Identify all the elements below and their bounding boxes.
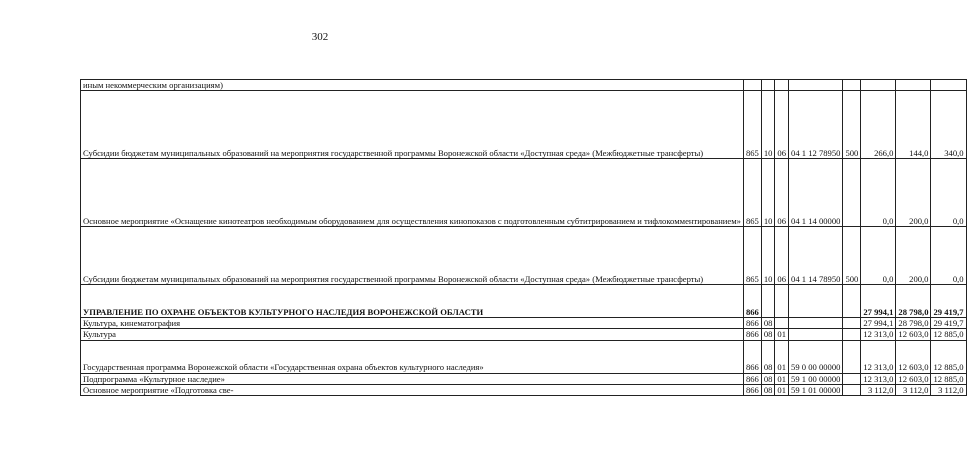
section-code: 10 (761, 91, 775, 159)
amount-year-3: 0,0 (931, 159, 966, 227)
table-row (81, 384, 967, 395)
amount-year-3: 0,0 (931, 227, 966, 285)
subsection-code: 01 (775, 329, 789, 340)
row-name: иным некоммерческим организациям) (81, 80, 744, 91)
amount-year-1: 27 994,1 (861, 285, 896, 318)
section-code: 08 (761, 340, 775, 373)
subsection-code (775, 318, 789, 329)
row-name: Основное мероприятие «Оснащение кинотеатров необходимым оборудованием для осуществления кинопоказов с подготовленным субтитрированием и тифлокомментированием» (81, 159, 744, 227)
expense-type-code (843, 318, 861, 329)
subsection-code: 01 (775, 384, 789, 395)
subsection-code (775, 285, 789, 318)
expense-type-code (843, 340, 861, 373)
amount-year-1: 0,0 (861, 159, 896, 227)
row-name: Субсидии бюджетам муниципальных образований на мероприятия государственной программы Воронежской области «Доступная среда» (Межбюджетные трансферты) (81, 227, 744, 285)
expense-type-code (843, 80, 861, 91)
target-item-code (789, 329, 843, 340)
section-code: 10 (761, 159, 775, 227)
ministry-code: 866 (743, 329, 761, 340)
amount-year-2: 200,0 (896, 159, 931, 227)
target-item-code (789, 80, 843, 91)
amount-year-1: 12 313,0 (861, 373, 896, 384)
expense-type-code: 500 (843, 91, 861, 159)
amount-year-2: 12 603,0 (896, 329, 931, 340)
section-code (761, 80, 775, 91)
amount-year-3: 12 885,0 (931, 373, 966, 384)
amount-year-3: 29 419,7 (931, 285, 966, 318)
target-item-code: 04 1 12 78950 (789, 91, 843, 159)
ministry-code: 865 (743, 227, 761, 285)
target-item-code: 59 0 00 00000 (789, 340, 843, 373)
ministry-code: 866 (743, 373, 761, 384)
subsection-code: 06 (775, 91, 789, 159)
row-name: Подпрограмма «Культурное наследие» (81, 373, 744, 384)
amount-year-2: 12 603,0 (896, 340, 931, 373)
budget-table (80, 79, 967, 396)
subsection-code: 01 (775, 373, 789, 384)
expense-type-code: 500 (843, 227, 861, 285)
ministry-code: 866 (743, 340, 761, 373)
amount-year-1 (861, 80, 896, 91)
ministry-code: 866 (743, 285, 761, 318)
ministry-code: 865 (743, 159, 761, 227)
amount-year-1: 12 313,0 (861, 329, 896, 340)
row-name: Субсидии бюджетам муниципальных образований на мероприятия государственной программы Воронежской области «Доступная среда» (Межбюджетные трансферты) (81, 91, 744, 159)
amount-year-2: 12 603,0 (896, 373, 931, 384)
expense-type-code (843, 159, 861, 227)
ministry-code (743, 80, 761, 91)
table-row (81, 80, 967, 91)
ministry-code: 866 (743, 318, 761, 329)
amount-year-3: 340,0 (931, 91, 966, 159)
amount-year-1: 266,0 (861, 91, 896, 159)
subsection-code: 01 (775, 340, 789, 373)
amount-year-2 (896, 80, 931, 91)
row-name: Основное мероприятие «Подготовка све- (81, 384, 744, 395)
section-code: 08 (761, 329, 775, 340)
subsection-code: 06 (775, 227, 789, 285)
amount-year-3: 3 112,0 (931, 384, 966, 395)
table-row (81, 227, 967, 285)
section-code: 08 (761, 373, 775, 384)
amount-year-3: 12 885,0 (931, 329, 966, 340)
section-code: 08 (761, 318, 775, 329)
table-row (81, 159, 967, 227)
table-row (81, 340, 967, 373)
ministry-code: 866 (743, 384, 761, 395)
table-row (81, 318, 967, 329)
amount-year-1: 0,0 (861, 227, 896, 285)
row-name: УПРАВЛЕНИЕ ПО ОХРАНЕ ОБЪЕКТОВ КУЛЬТУРНОГО НАСЛЕДИЯ ВОРОНЕЖСКОЙ ОБЛАСТИ (81, 285, 744, 318)
target-item-code: 59 1 01 00000 (789, 384, 843, 395)
amount-year-2: 144,0 (896, 91, 931, 159)
expense-type-code (843, 329, 861, 340)
table-row (81, 329, 967, 340)
section-code (761, 285, 775, 318)
subsection-code (775, 80, 789, 91)
target-item-code: 59 1 00 00000 (789, 373, 843, 384)
amount-year-2: 3 112,0 (896, 384, 931, 395)
ministry-code: 865 (743, 91, 761, 159)
amount-year-2: 28 798,0 (896, 318, 931, 329)
amount-year-1: 3 112,0 (861, 384, 896, 395)
target-item-code (789, 285, 843, 318)
amount-year-3: 29 419,7 (931, 318, 966, 329)
row-name: Государственная программа Воронежской области «Государственная охрана объектов культурного наследия» (81, 340, 744, 373)
table-row (81, 373, 967, 384)
target-item-code (789, 318, 843, 329)
target-item-code: 04 1 14 78950 (789, 227, 843, 285)
row-name: Культура, кинематография (81, 318, 744, 329)
amount-year-1: 12 313,0 (861, 340, 896, 373)
row-name: Культура (81, 329, 744, 340)
table-row (81, 285, 967, 318)
amount-year-2: 200,0 (896, 227, 931, 285)
page-number: 302 (311, 31, 329, 43)
section-code: 10 (761, 227, 775, 285)
amount-year-1: 27 994,1 (861, 318, 896, 329)
target-item-code: 04 1 14 00000 (789, 159, 843, 227)
amount-year-3: 12 885,0 (931, 340, 966, 373)
section-code: 08 (761, 384, 775, 395)
expense-type-code (843, 373, 861, 384)
expense-type-code (843, 285, 861, 318)
amount-year-3 (931, 80, 966, 91)
subsection-code: 06 (775, 159, 789, 227)
table-row (81, 91, 967, 159)
amount-year-2: 28 798,0 (896, 285, 931, 318)
expense-type-code (843, 384, 861, 395)
